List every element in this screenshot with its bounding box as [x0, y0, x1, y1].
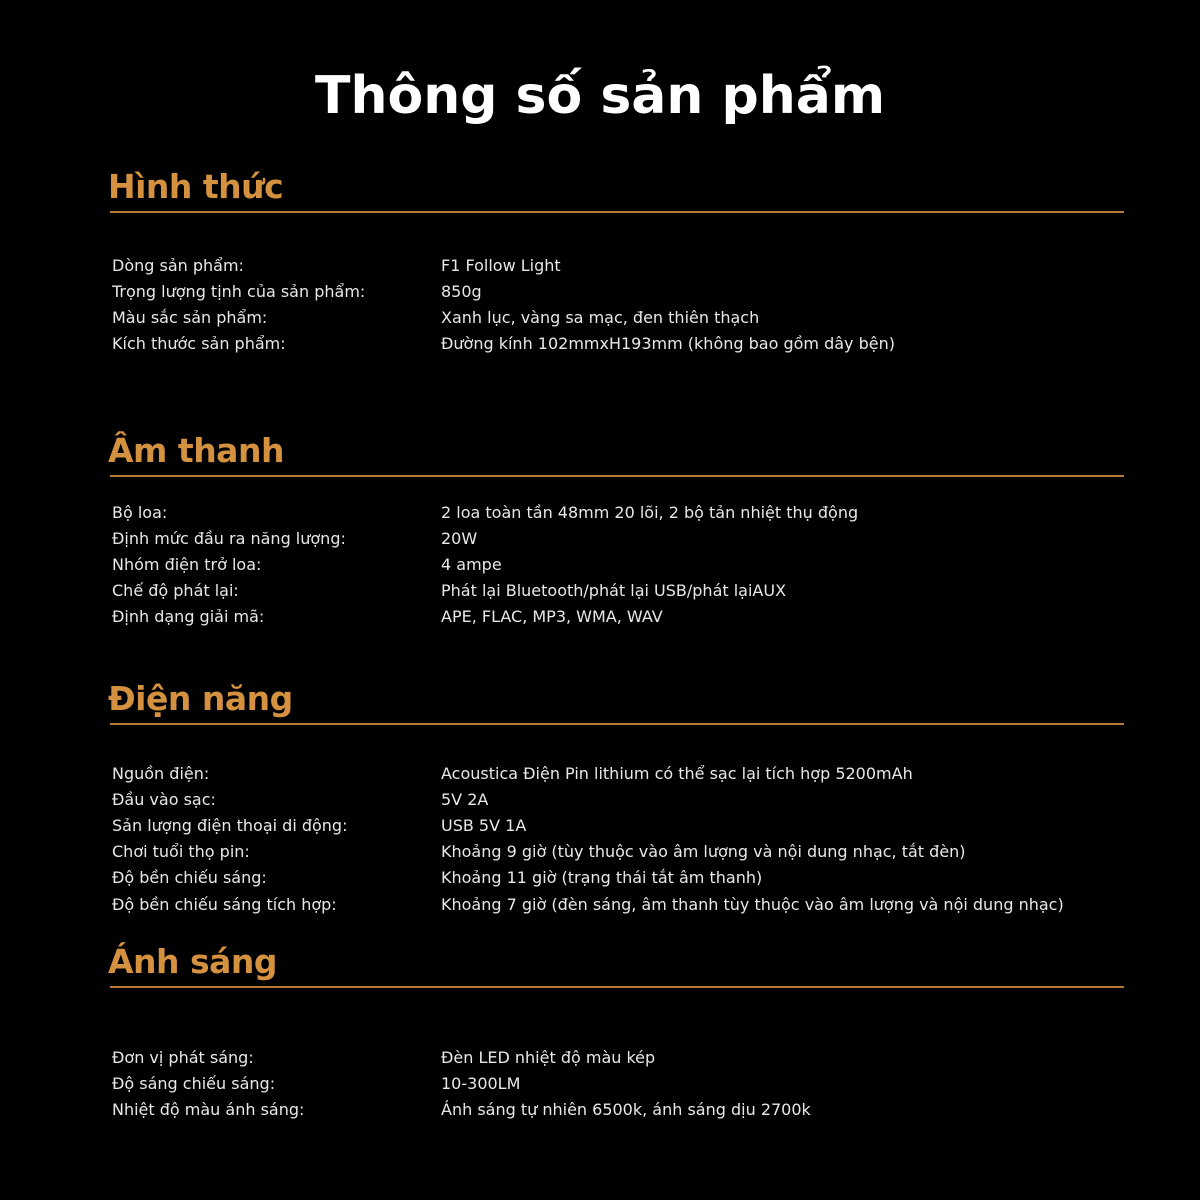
spec-value: Đèn LED nhiệt độ màu kép	[441, 1047, 656, 1067]
spec-value: Xanh lục, vàng sa mạc, đen thiên thạch	[441, 307, 760, 327]
spec-label: Màu sắc sản phẩm:	[112, 307, 268, 327]
spec-label: Chơi tuổi thọ pin:	[112, 842, 250, 862]
spec-row	[112, 786, 1124, 812]
spec-label: Kích thước sản phẩm:	[112, 334, 286, 354]
spec-value: Khoảng 9 giờ (tùy thuộc vào âm lượng và nội dung nhạc, tắt đèn)	[441, 842, 966, 862]
spec-row	[112, 499, 1124, 525]
section-divider	[110, 723, 1124, 725]
section-heading: Âm thanh	[108, 431, 284, 470]
spec-row	[112, 525, 1124, 551]
section-lighting	[108, 942, 1124, 988]
spec-list	[112, 1044, 1124, 1123]
spec-label: Định mức đầu ra năng lượng:	[112, 528, 346, 548]
spec-row	[112, 331, 1124, 357]
spec-value: 10-300LM	[441, 1073, 521, 1093]
spec-row	[112, 1096, 1124, 1122]
spec-label: Sản lượng điện thoại di động:	[112, 815, 348, 835]
spec-label: Chế độ phát lại:	[112, 581, 239, 601]
spec-row	[112, 278, 1124, 304]
spec-row	[112, 604, 1124, 630]
spec-label: Trọng lượng tịnh của sản phẩm:	[112, 281, 366, 301]
spec-value: Khoảng 11 giờ (trạng thái tắt âm thanh)	[441, 868, 763, 888]
spec-row	[112, 812, 1124, 838]
spec-row	[112, 865, 1124, 891]
spec-row	[112, 1070, 1124, 1096]
spec-value: 850g	[441, 281, 482, 301]
spec-value: Khoảng 7 giờ (đèn sáng, âm thanh tùy thuộc vào âm lượng và nội dung nhạc)	[441, 894, 1064, 914]
section-appearance	[108, 167, 1124, 213]
spec-row	[112, 252, 1124, 278]
spec-row	[112, 1044, 1124, 1070]
section-power	[108, 679, 1124, 725]
spec-value: APE, FLAC, MP3, WMA, WAV	[441, 607, 663, 627]
spec-label: Độ bền chiếu sáng tích hợp:	[112, 894, 337, 914]
spec-value: Ánh sáng tự nhiên 6500k, ánh sáng dịu 2700k	[441, 1099, 811, 1119]
spec-row	[112, 551, 1124, 577]
spec-label: Nguồn điện:	[112, 763, 210, 783]
section-heading: Hình thức	[108, 167, 284, 206]
spec-value: F1 Follow Light	[441, 255, 561, 275]
spec-label: Độ sáng chiếu sáng:	[112, 1073, 276, 1093]
spec-value: USB 5V 1A	[441, 815, 527, 835]
spec-value: Đường kính 102mmxH193mm (không bao gồm dây bện)	[441, 334, 895, 354]
section-divider	[110, 211, 1124, 213]
page-title: Thông số sản phẩm	[314, 66, 886, 126]
spec-list	[112, 760, 1124, 917]
spec-value: 5V 2A	[441, 789, 489, 809]
spec-list	[112, 499, 1124, 630]
spec-row	[112, 304, 1124, 330]
spec-row	[112, 578, 1124, 604]
spec-label: Định dạng giải mã:	[112, 607, 265, 627]
spec-label: Đơn vị phát sáng:	[112, 1047, 254, 1067]
spec-value: Acoustica Điện Pin lithium có thể sạc lại tích hợp 5200mAh	[441, 763, 913, 783]
section-audio	[108, 431, 1124, 477]
spec-value: Phát lại Bluetooth/phát lại USB/phát lạiAUX	[441, 581, 787, 601]
spec-label: Nhiệt độ màu ánh sáng:	[112, 1099, 305, 1119]
section-divider	[110, 986, 1124, 988]
spec-row	[112, 760, 1124, 786]
spec-label: Nhóm điện trở loa:	[112, 554, 262, 574]
section-heading: Ánh sáng	[108, 942, 278, 981]
spec-value: 2 loa toàn tần 48mm 20 lõi, 2 bộ tản nhiệt thụ động	[441, 502, 859, 522]
spec-label: Độ bền chiếu sáng:	[112, 868, 267, 888]
spec-row	[112, 839, 1124, 865]
spec-label: Dòng sản phẩm:	[112, 255, 244, 275]
section-heading: Điện năng	[108, 679, 293, 718]
spec-value: 20W	[441, 528, 478, 548]
section-divider	[110, 475, 1124, 477]
spec-list	[112, 252, 1124, 357]
spec-row	[112, 891, 1124, 917]
spec-value: 4 ampe	[441, 554, 502, 574]
spec-label: Bộ loa:	[112, 502, 168, 522]
spec-label: Đầu vào sạc:	[112, 789, 216, 809]
